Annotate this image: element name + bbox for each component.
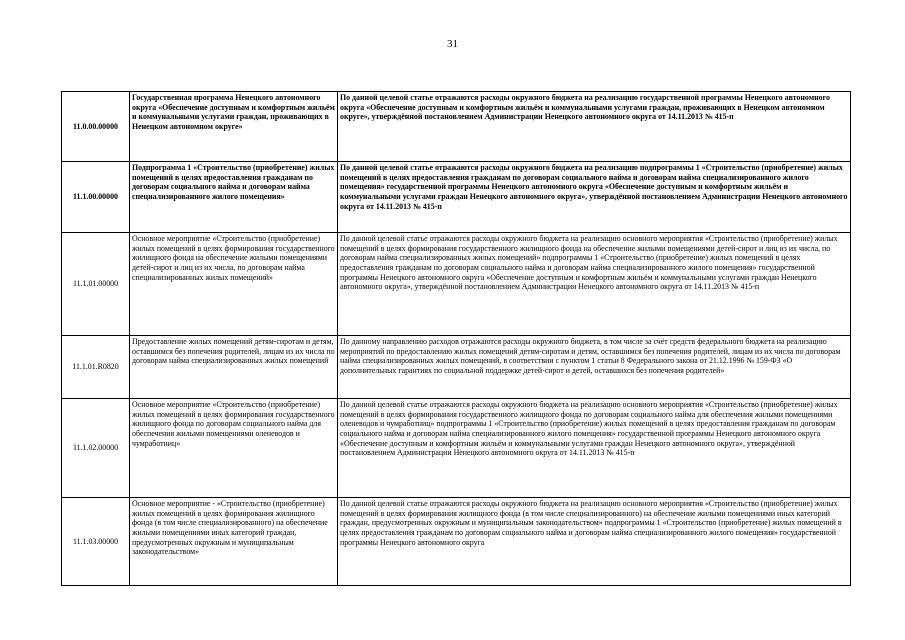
table-row [62,162,851,233]
target-article-code: 11.1.01.R0820 [62,336,130,399]
target-article-name: Подпрограмма 1 «Строительство (приобретение) жилых помещений в целях предоставления гражданам по договорам социального найма и договорам найма специализированного жилого помещения» [130,162,338,233]
budget-classification-table [61,91,851,586]
target-article-description: По данному направлению расходов отражаются расходы окружного бюджета, в том числе за счёт средств федерального бюджета на реализацию мероприятий по предоставлению жилых помещений детям-сиротам и детям, оставшимся без попечения родителей, лицам из их числа по договорам найма специализированных жилых помещений, в соответствии с пунктом 1 статьи 8 Федерального закона от 21.12.1996 № 159-ФЗ «О дополнительных гарантиях по социальной поддержке детей-сирот и детей, оставшихся без попечения родителей» [338,336,851,399]
target-article-name: Государственная программа Ненецкого автономного округа «Обеспечение доступным и комфортным жильём и коммунальными услугами граждан, проживающих в Ненецком автономном округе» [130,92,338,162]
target-article-code: 11.1.01.00000 [62,233,130,336]
target-article-name: Основное мероприятие «Строительство (приобретение) жилых помещений в целях формирования государственного жилищного фонда по договорам социального найма для обеспечения жилыми помещениями оленеводов и чумработниц» [130,399,338,498]
table-row [62,92,851,162]
table-row [62,399,851,498]
target-article-description: По данной целевой статье отражаются расходы окружного бюджета на реализацию подпрограммы 1 «Строительство (приобретение) жилых помещений в целях предоставления гражданам по договорам социального найма и договорам найма специализированного жилого помещения» государственной программы Ненецкого автономного округа «Обеспечение доступным и комфортным жильём и коммунальными услугами граждан Ненецкого автономного округа», утверждённой постановлением Администрации Ненецкого автономного округа от 14.11.2013 № 415-п [338,162,851,233]
target-article-description: По данной целевой статье отражаются расходы окружного бюджета на реализацию государственной программы Ненецкого автономного округа «Обеспечение доступным и комфортным жильём и коммунальными услугами граждан, проживающих в Ненецком автономном округе», утверждённой постановлением Администрации Ненецкого автономного округа от 14.11.2013 № 415-п [338,92,851,162]
target-article-description: По данной целевой статье отражаются расходы окружного бюджета на реализацию основного мероприятия «Строительство (приобретение) жилых помещений в целях формирования государственного жилищного фонда на обеспечение жилыми помещениями детей-сирот и лиц из их числа, по договорам найма специализированных жилых помещений» подпрограммы 1 «Строительство (приобретение) жилых помещений в целях предоставления гражданам по договорам социального найма и договорам найма специализированного жилого помещения» государственной программы Ненецкого автономного округа «Обеспечение доступным и комфортным жильём и коммунальными услугами граждан Ненецкого автономного округа», утверждённой постановлением Администрации Ненецкого автономного округа от 14.11.2013 № 415-п [338,233,851,336]
page-number: 31 [447,38,458,50]
target-article-description: По данной целевой статье отражаются расходы окружного бюджета на реализацию основного мероприятия «Строительство (приобретение) жилых помещений в целях формирования жилищного фонда (в том числе специализированного) на обеспечение жилыми помещениями иных категорий граждан, предусмотренных окружным и муниципальным законодательством» подпрограммы 1 «Строительство (приобретение) жилых помещений в целях предоставления гражданам по договорам социального найма и договорам найма специализированного жилого помещения» государственной программы Ненецкого автономного округа [338,498,851,586]
target-article-code: 11.1.02.00000 [62,399,130,498]
target-article-code: 11.1.00.00000 [62,162,130,233]
target-article-name: Предоставление жилых помещений детям-сиротам и детям, оставшимся без попечения родителей, лицам из их числа по договорам найма специализированных жилых помещений [130,336,338,399]
target-article-name: Основное мероприятие - «Строительство (приобретение) жилых помещений в целях формирования жилищного фонда (в том числе специализированного) на обеспечение жилыми помещениями иных категорий граждан, предусмотренных окружным и муниципальным законодательством» [130,498,338,586]
table-row [62,336,851,399]
target-article-name: Основное мероприятие «Строительство (приобретение) жилых помещений в целях формирования государственного жилищного фонда на обеспечение жилыми помещениями детей-сирот и лиц из их числа, по договорам найма специализированных жилых помещений» [130,233,338,336]
table-row [62,498,851,586]
target-article-code: 11.1.03.00000 [62,498,130,586]
target-article-code: 11.0.00.00000 [62,92,130,162]
target-article-description: По данной целевой статье отражаются расходы окружного бюджета на реализацию основного мероприятия «Строительство (приобретение) жилых помещений в целях формирования государственного жилищного фонда по договорам социального найма для обеспечения жилыми помещениями оленеводов и чумработниц» подпрограммы 1 «Строительство (приобретение) жилых помещений в целях предоставления гражданам по договорам социального найма и договорам найма специализированного жилого помещения» государственной программы Ненецкого автономного округа «Обеспечение доступным и комфортным жильём и коммунальными услугами граждан Ненецкого автономного округа», утверждённой постановлением Администрации Ненецкого автономного округа от 14.11.2013 № 415-п [338,399,851,498]
table-row [62,233,851,336]
